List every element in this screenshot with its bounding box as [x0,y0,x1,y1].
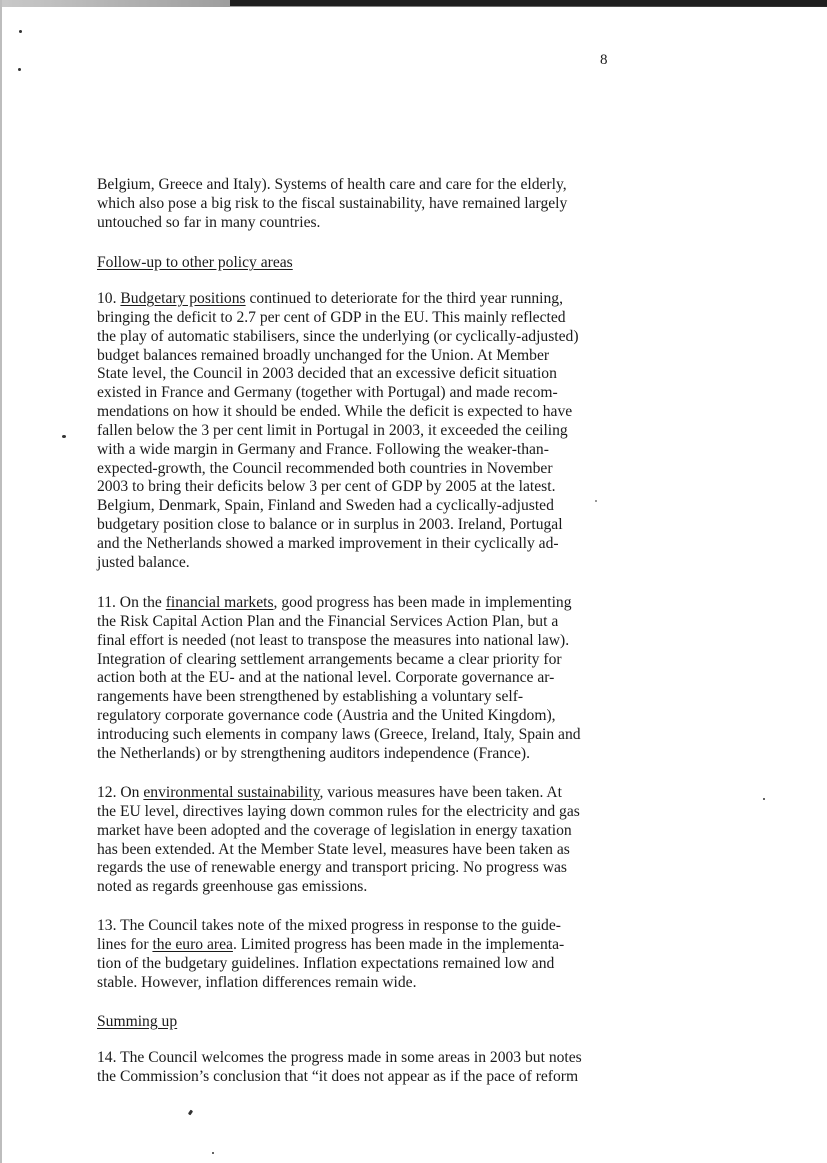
scan-edge-top-dark [230,0,827,6]
text-line: noted as regards greenhouse gas emissions. [97,878,368,896]
text-line: stable. However, inflation differences remain wide. [97,973,417,991]
text-line: mendations on how it should be ended. While the deficit is expected to have [97,403,573,421]
text-line: which also pose a big risk to the fiscal sustainability, have remained largely [97,194,568,212]
text-line: Belgium, Greece and Italy). Systems of health care and care for the elderly, [97,176,567,193]
paragraph-11 [97,594,625,764]
text-line [97,290,625,309]
scan-speck [763,798,765,800]
text-line: the Risk Capital Action Plan and the Financial Services Action Plan, but a [97,612,559,630]
text-line: has been extended. At the Member State level, measures have been taken as [97,840,570,858]
text-line: justed balance. [97,553,190,571]
scan-speck [18,68,21,71]
text-line: with a wide margin in Germany and France. Following the weaker-than- [97,440,549,458]
paragraph-number: 12. On [97,784,140,801]
text-line: the play of automatic stabilisers, since the underlying (or cyclically-adjusted) [97,327,579,345]
text-line: 14. The Council welcomes the progress made in some areas in 2003 but notes [97,1049,582,1066]
text-line: regards the use of renewable energy and transport pricing. No progress was [97,859,567,877]
paragraph-number: 10. [97,290,117,307]
text-fragment: , good progress has been made in implementing [273,594,572,611]
keyword-environmental-sustainability: environmental sustainability [143,784,320,801]
text-line: the Commission’s conclusion that “it does not appear as if the pace of reform [97,1067,579,1085]
text-line: budgetary position close to balance or in surplus in 2003. Ireland, Portugal [97,516,563,534]
text-line: tion of the budgetary guidelines. Inflation expectations remained low and [97,954,555,972]
text-line: and the Netherlands showed a marked improvement in their cyclically ad- [97,534,559,552]
text-fragment: . Limited progress has been made in the implementa- [232,935,565,953]
text-fragment: continued to deteriorate for the third year running, [245,290,563,307]
text-line: market have been adopted and the coverage of legislation in energy taxation [97,821,572,839]
text-fragment: , various measures have been taken. At [319,784,562,801]
section-heading-followup: Follow-up to other policy areas [97,254,293,271]
text-line: the Netherlands) or by strengthening auditors independence (France). [97,744,531,762]
scan-edge-left [0,0,2,1163]
scan-speck [19,30,22,33]
text-line: Integration of clearing settlement arrangements became a clear priority for [97,650,562,668]
text-line: Belgium, Denmark, Spain, Finland and Sweden had a cyclically-adjusted [97,497,554,515]
text-line: untouched so far in many countries. [97,213,321,231]
text-line: the EU level, directives laying down common rules for the electricity and gas [97,802,580,820]
page-number: 8 [600,52,608,68]
keyword-financial-markets: financial markets [165,594,274,611]
intro-paragraph [97,176,625,233]
paragraph-14 [97,1049,625,1087]
text-line [97,936,625,955]
scan-speck [62,435,66,438]
text-fragment: lines for [97,935,153,953]
text-line: regulatory corporate governance code (Austria and the United Kingdom), [97,707,556,725]
text-line: bringing the deficit to 2.7 per cent of GDP in the EU. This mainly reflected [97,308,566,326]
text-line: final effort is needed (not least to transpose the measures into national law). [97,631,570,649]
text-line: existed in France and Germany (together with Portugal) and made recom- [97,384,558,402]
text-line [97,594,625,613]
paragraph-13 [97,917,625,992]
text-line: 2003 to bring their deficits below 3 per cent of GDP by 2005 at the latest. [97,478,556,496]
text-line: action both at the EU- and at the national level. Corporate governance ar- [97,669,555,687]
text-line: rangements have been strengthened by establishing a voluntary self- [97,688,524,706]
text-line: State level, the Council in 2003 decided that an excessive deficit situation [97,365,557,383]
scan-speck [212,1152,214,1154]
paragraph-number: 11. On the [97,594,162,611]
scan-speck [188,1110,193,1116]
text-line: budget balances remained broadly unchanged for the Union. At Member [97,346,550,364]
paragraph-10 [97,290,625,573]
keyword-euro-area: the euro area [152,935,233,953]
paragraph-12 [97,784,625,897]
text-line: expected-growth, the Council recommended both countries in November [97,459,553,477]
text-line: 13. The Council takes note of the mixed progress in response to the guide- [97,917,561,934]
keyword-budgetary-positions: Budgetary positions [120,290,246,307]
text-line [97,784,625,803]
section-heading-summing-up: Summing up [97,1013,178,1030]
text-line: introducing such elements in company laws (Greece, Ireland, Italy, Spain and [97,725,581,743]
text-line: fallen below the 3 per cent limit in Portugal in 2003, it exceeded the ceiling [97,421,568,439]
